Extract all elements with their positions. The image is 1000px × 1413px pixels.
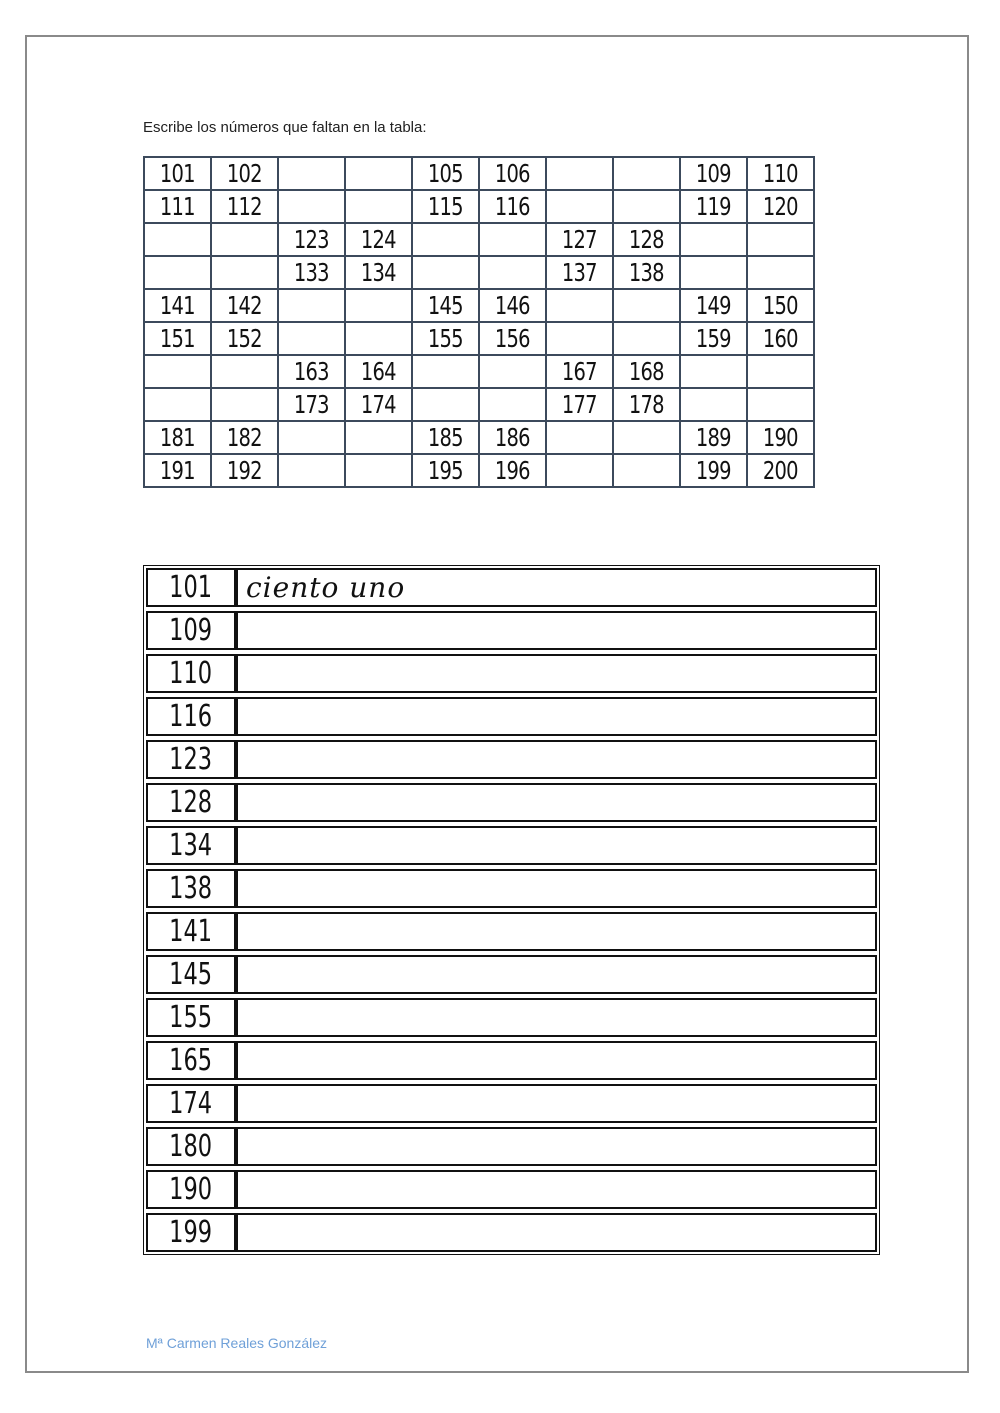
grid-cell-number [412,454,479,487]
instruction-text: Escribe los números que faltan en la tabla: [143,119,427,136]
grid-cell-blank[interactable] [613,322,680,355]
grid-cell-blank[interactable] [345,289,412,322]
grid-cell-number [747,190,814,223]
write-row-words-field[interactable] [236,912,877,951]
grid-cell-text: 116 [495,192,530,221]
grid-cell-number [747,421,814,454]
write-row-number-text: 155 [169,1000,213,1035]
grid-cell-blank[interactable] [278,454,345,487]
write-row-number [146,1170,236,1209]
grid-row [144,421,814,454]
grid-cell-number [680,190,747,223]
write-row-number-text: 138 [169,871,213,906]
grid-cell-number [546,223,613,256]
grid-cell-text: 155 [428,324,463,353]
grid-cell-blank[interactable] [479,223,546,256]
grid-cell-number [479,157,546,190]
grid-cell-blank[interactable] [345,454,412,487]
grid-cell-blank[interactable] [144,355,211,388]
write-row-number [146,568,236,607]
grid-cell-number [144,322,211,355]
write-row [146,611,877,650]
write-row-number-text: 101 [169,570,213,605]
grid-cell-number [345,223,412,256]
grid-cell-text: 102 [227,159,262,188]
write-row-number-text: 199 [169,1215,213,1250]
grid-cell-number [747,289,814,322]
write-row [146,568,877,607]
write-row-number [146,611,236,650]
grid-cell-number [211,289,278,322]
grid-cell-text: 106 [495,159,530,188]
grid-cell-number [211,190,278,223]
write-row-number [146,1084,236,1123]
write-row-number [146,1127,236,1166]
grid-cell-text: 149 [696,291,731,320]
grid-cell-number [479,454,546,487]
write-row-number [146,783,236,822]
grid-cell-number [412,322,479,355]
write-row [146,783,877,822]
write-row-number [146,740,236,779]
grid-cell-text: 112 [227,192,262,221]
write-row-words-field[interactable] [236,869,877,908]
grid-cell-text: 146 [495,291,530,320]
grid-cell-text: 160 [763,324,798,353]
grid-cell-number [144,190,211,223]
grid-cell-text: 163 [294,357,329,386]
grid-cell-text: 192 [227,456,262,485]
grid-cell-blank[interactable] [345,421,412,454]
grid-cell-blank[interactable] [412,256,479,289]
grid-cell-number [144,157,211,190]
grid-cell-number [144,289,211,322]
write-row [146,1213,877,1252]
write-row-number [146,1041,236,1080]
write-row-number-text: 109 [169,613,213,648]
write-row-words-field[interactable] [236,697,877,736]
number-grid [143,156,815,488]
grid-cell-text: 190 [763,423,798,452]
grid-cell-text: 181 [160,423,195,452]
grid-cell-blank[interactable] [412,355,479,388]
grid-cell-blank[interactable] [479,256,546,289]
grid-cell-blank[interactable] [546,322,613,355]
grid-cell-text: 127 [562,225,597,254]
grid-cell-text: 115 [428,192,463,221]
grid-cell-number [144,454,211,487]
grid-cell-blank[interactable] [345,322,412,355]
grid-cell-number [345,256,412,289]
grid-cell-text: 195 [428,456,463,485]
grid-cell-number [680,454,747,487]
grid-cell-number [211,454,278,487]
write-row-number-text: 190 [169,1172,213,1207]
grid-cell-text: 185 [428,423,463,452]
write-row-number [146,955,236,994]
grid-cell-number [412,157,479,190]
grid-cell-text: 109 [696,159,731,188]
grid-cell-text: 196 [495,456,530,485]
write-row-number-text: 116 [169,699,213,734]
grid-cell-text: 105 [428,159,463,188]
write-row-words-field[interactable] [236,826,877,865]
grid-cell-number [278,256,345,289]
grid-cell-blank[interactable] [747,256,814,289]
grid-cell-text: 142 [227,291,262,320]
grid-cell-number [613,223,680,256]
grid-cell-text: 123 [294,225,329,254]
grid-cell-number [278,388,345,421]
write-row-words-field[interactable] [236,611,877,650]
grid-cell-number [546,388,613,421]
grid-cell-blank[interactable] [546,190,613,223]
write-row-number-text: 165 [169,1043,213,1078]
write-row-number [146,826,236,865]
grid-cell-text: 145 [428,291,463,320]
grid-cell-number [546,355,613,388]
write-row-words-field[interactable] [236,1084,877,1123]
grid-cell-text: 156 [495,324,530,353]
write-row-number [146,998,236,1037]
grid-cell-text: 151 [160,324,195,353]
write-row-number-text: 145 [169,957,213,992]
grid-cell-text: 120 [763,192,798,221]
grid-cell-text: 199 [696,456,731,485]
grid-row [144,388,814,421]
grid-cell-text: 159 [696,324,731,353]
grid-cell-blank[interactable] [278,190,345,223]
write-row-number [146,1213,236,1252]
write-row-number-text: 110 [169,656,213,691]
grid-cell-text: 128 [629,225,664,254]
grid-cell-number [211,421,278,454]
grid-cell-text: 110 [763,159,798,188]
grid-cell-blank[interactable] [747,388,814,421]
grid-cell-text: 152 [227,324,262,353]
grid-cell-text: 189 [696,423,731,452]
grid-cell-blank[interactable] [278,421,345,454]
write-row-words-field[interactable] [236,654,877,693]
grid-cell-number [211,157,278,190]
grid-cell-text: 177 [562,390,597,419]
grid-cell-blank[interactable] [613,157,680,190]
write-row [146,740,877,779]
grid-cell-number [479,289,546,322]
grid-cell-number [680,157,747,190]
grid-cell-number [479,421,546,454]
grid-cell-blank[interactable] [412,388,479,421]
grid-cell-text: 186 [495,423,530,452]
write-row-words-field[interactable] [236,1041,877,1080]
grid-cell-text: 134 [361,258,396,287]
grid-cell-blank[interactable] [479,388,546,421]
grid-cell-text: 137 [562,258,597,287]
grid-cell-number [747,157,814,190]
grid-cell-text: 168 [629,357,664,386]
grid-cell-number [211,322,278,355]
grid-cell-blank[interactable] [546,289,613,322]
grid-cell-blank[interactable] [211,223,278,256]
grid-cell-number [546,256,613,289]
author-footer: Mª Carmen Reales González [146,1335,328,1351]
grid-cell-number [278,355,345,388]
grid-cell-blank[interactable] [680,223,747,256]
grid-cell-text: 182 [227,423,262,452]
write-row-number-text: 128 [169,785,213,820]
grid-cell-number [345,355,412,388]
write-row-number-text: 141 [169,914,213,949]
write-row [146,998,877,1037]
grid-cell-blank[interactable] [613,289,680,322]
grid-cell-blank[interactable] [278,322,345,355]
grid-cell-blank[interactable] [680,355,747,388]
grid-cell-text: 141 [160,291,195,320]
grid-cell-blank[interactable] [144,388,211,421]
write-row [146,1084,877,1123]
write-row [146,1127,877,1166]
write-row [146,826,877,865]
grid-cell-number [680,289,747,322]
write-row-words-field[interactable] [236,955,877,994]
write-row-words-field[interactable] [236,1170,877,1209]
grid-cell-number [613,388,680,421]
grid-cell-number [412,289,479,322]
grid-cell-text: 191 [160,456,195,485]
grid-cell-text: 101 [160,159,195,188]
writing-table [143,565,880,1255]
grid-cell-number [144,421,211,454]
grid-cell-text: 150 [763,291,798,320]
grid-row [144,355,814,388]
grid-cell-text: 138 [629,258,664,287]
grid-row [144,190,814,223]
write-row-number-text: 180 [169,1129,213,1164]
write-row-number-text: 123 [169,742,213,777]
grid-cell-text: 174 [361,390,396,419]
write-row-words-field[interactable] [236,998,877,1037]
write-row [146,912,877,951]
grid-cell-number [613,355,680,388]
grid-row [144,256,814,289]
grid-cell-text: 164 [361,357,396,386]
grid-cell-blank[interactable] [211,256,278,289]
grid-cell-text: 111 [160,192,195,221]
grid-cell-number [613,256,680,289]
grid-cell-blank[interactable] [278,157,345,190]
write-row-number [146,654,236,693]
grid-cell-number [278,223,345,256]
grid-cell-text: 119 [696,192,731,221]
grid-cell-blank[interactable] [613,421,680,454]
grid-cell-blank[interactable] [546,157,613,190]
grid-cell-text: 173 [294,390,329,419]
grid-row [144,223,814,256]
grid-cell-blank[interactable] [747,223,814,256]
grid-cell-blank[interactable] [278,289,345,322]
write-row-words-field[interactable] [236,1127,877,1166]
grid-cell-text: 124 [361,225,396,254]
grid-cell-number [680,322,747,355]
grid-cell-number [412,421,479,454]
grid-cell-blank[interactable] [747,355,814,388]
grid-cell-blank[interactable] [144,223,211,256]
write-row-words-field[interactable] [236,1213,877,1252]
grid-cell-text: 167 [562,357,597,386]
grid-cell-blank[interactable] [412,223,479,256]
grid-cell-blank[interactable] [546,421,613,454]
grid-cell-number [412,190,479,223]
write-row [146,654,877,693]
grid-row [144,322,814,355]
grid-cell-blank[interactable] [680,256,747,289]
grid-cell-text: 133 [294,258,329,287]
grid-cell-number [479,190,546,223]
grid-row [144,454,814,487]
grid-row [144,289,814,322]
grid-cell-blank[interactable] [345,157,412,190]
grid-cell-blank[interactable] [479,355,546,388]
write-row-number-text: 174 [169,1086,213,1121]
grid-cell-number [747,322,814,355]
write-row-number-text: 134 [169,828,213,863]
write-row-number [146,697,236,736]
grid-cell-number [747,454,814,487]
grid-cell-blank[interactable] [345,190,412,223]
grid-cell-number [479,322,546,355]
write-row-number [146,869,236,908]
grid-cell-blank[interactable] [144,256,211,289]
grid-cell-blank[interactable] [613,454,680,487]
grid-cell-blank[interactable] [211,388,278,421]
write-row [146,697,877,736]
write-row-words-field[interactable] [236,740,877,779]
write-row [146,955,877,994]
grid-cell-number [345,388,412,421]
grid-cell-number [680,421,747,454]
grid-row [144,157,814,190]
write-row [146,1170,877,1209]
write-row-words-field[interactable]: ciento uno [236,568,877,607]
grid-cell-blank[interactable] [680,388,747,421]
write-row [146,1041,877,1080]
grid-cell-text: 178 [629,390,664,419]
grid-cell-blank[interactable] [546,454,613,487]
grid-cell-text: 200 [763,456,798,485]
write-row-number [146,912,236,951]
write-row-words-field[interactable] [236,783,877,822]
write-row [146,869,877,908]
grid-cell-blank[interactable] [613,190,680,223]
grid-cell-blank[interactable] [211,355,278,388]
